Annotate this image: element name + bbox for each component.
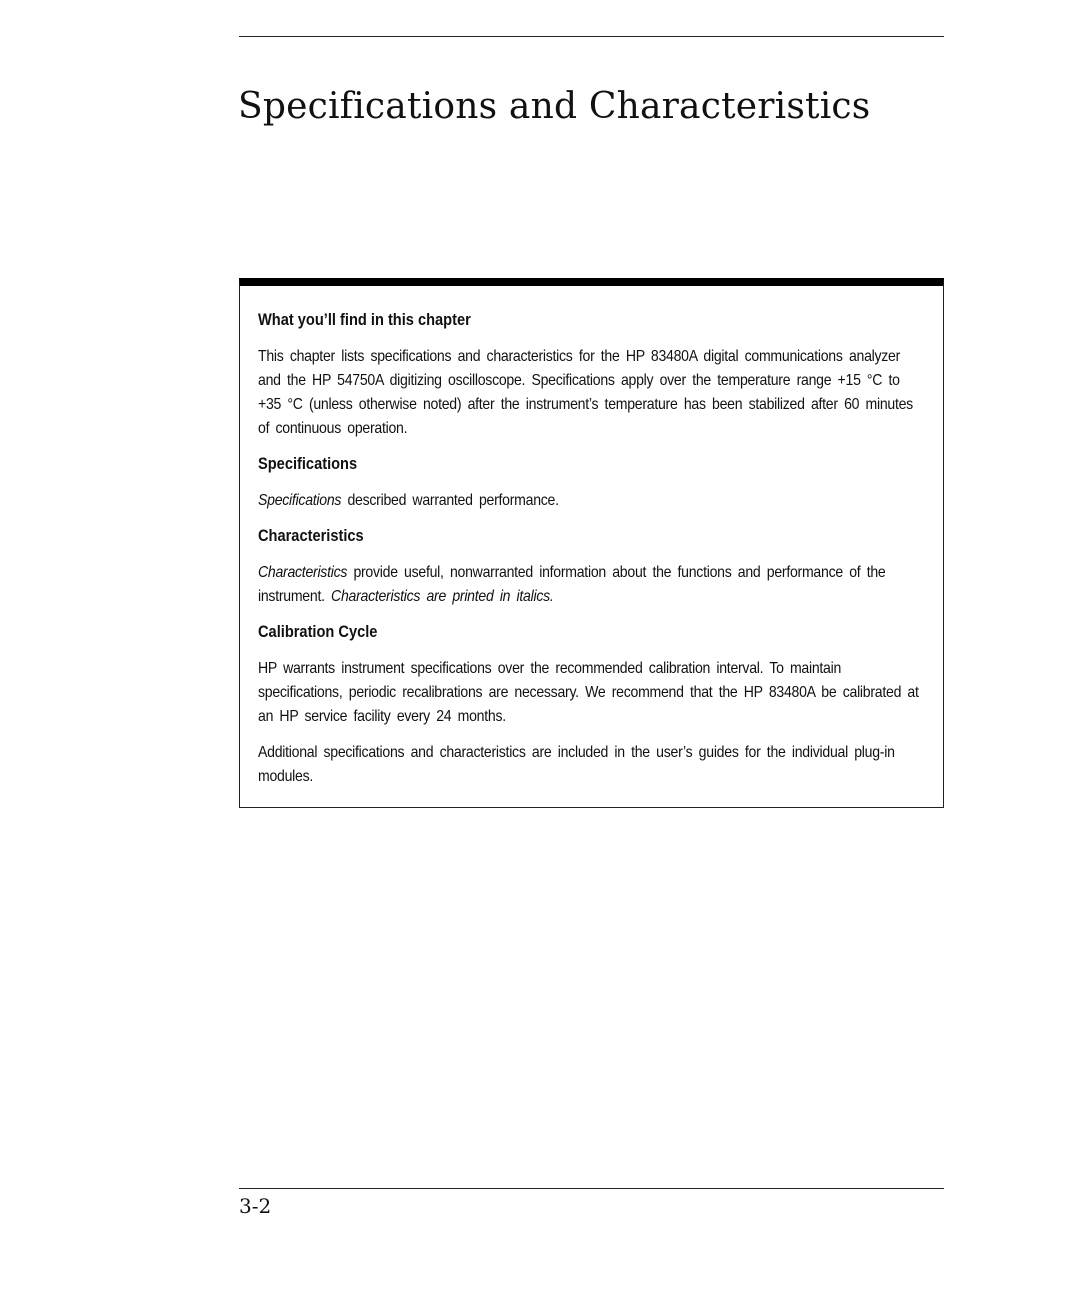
intro-paragraph: This chapter lists specifications and characteristics for the HP 83480A digital communications analyzer and the HP 54750A digitizing oscilloscope. Specifications apply over the temperature range +15 °C to +35 °C (unless otherwise noted) after the instrument’s temperature has been stabilized after 60 minutes of continuous operation.: [258, 348, 913, 437]
calibration-paragraph: HP warrants instrument specifications over the recommended calibration interval. To maintain specifications, periodic recalibrations are necessary. We recommend that the HP 83480A be calibrated at an HP service facility every 24 months.: [258, 660, 919, 725]
top-rule: [239, 36, 944, 37]
specifications-text: described warranted performance.: [341, 492, 559, 509]
additional-paragraph: Additional specifications and characteristics are included in the user’s guides for the individual plug-in modules.: [258, 744, 895, 785]
chapter-title: Specifications and Characteristics: [238, 86, 871, 127]
characteristics-paragraph: [258, 561, 927, 609]
bottom-rule: [239, 1188, 944, 1189]
specifications-paragraph: [258, 489, 927, 513]
characteristics-italic-note: Characteristics are printed in italics.: [331, 588, 554, 605]
chapter-overview-box: [239, 278, 944, 808]
specifications-term: Specifications: [258, 492, 342, 509]
page-number: 3-2: [239, 1194, 272, 1218]
calibration-heading: Calibration Cycle: [258, 622, 378, 641]
characteristics-text: provide useful, nonwarranted information about the functions and performance of the instrument.: [258, 564, 886, 605]
characteristics-heading: Characteristics: [258, 526, 364, 545]
characteristics-term: Characteristics: [258, 564, 348, 581]
specifications-heading: Specifications: [258, 454, 358, 473]
intro-heading: What you’ll find in this chapter: [258, 310, 471, 329]
